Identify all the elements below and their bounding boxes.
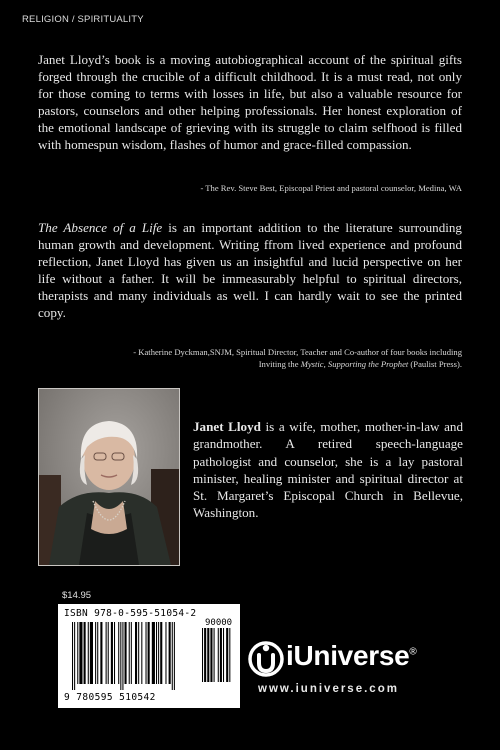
barcode-bar bbox=[125, 622, 127, 684]
barcode-bar bbox=[74, 622, 75, 690]
addon-number: 90000 bbox=[205, 618, 233, 628]
author-portrait-image bbox=[39, 389, 179, 565]
barcode-bar bbox=[77, 622, 78, 684]
barcode-bar bbox=[148, 622, 150, 684]
barcode-bar bbox=[202, 628, 203, 682]
author-name: Janet Lloyd bbox=[193, 419, 261, 434]
author-bio-text: is a wife, mother, mother-in-law and grandmother. A retired speech-language pathologist and counselor, she is a lay pastoral minister, healing minister and spiritual director at St. Margaret’s Episcopal Church in Bellevue, Washington. bbox=[193, 419, 463, 521]
barcode-bar bbox=[120, 622, 121, 690]
barcode-bar bbox=[100, 622, 102, 684]
publisher-name: iUniverse® bbox=[286, 640, 417, 671]
price-label: $14.95 bbox=[62, 590, 92, 601]
publisher-logo bbox=[248, 637, 488, 685]
barcode-bar bbox=[214, 628, 215, 682]
barcode-bar bbox=[122, 622, 123, 690]
barcode-bar bbox=[210, 628, 212, 682]
barcode-bar bbox=[204, 628, 206, 682]
barcode-bar bbox=[223, 628, 224, 682]
review-blurb-2 bbox=[38, 220, 462, 321]
barcode-bar bbox=[158, 622, 159, 684]
barcode-bar bbox=[141, 622, 142, 684]
barcode-bar bbox=[226, 628, 228, 682]
addon-barcode-bars bbox=[202, 628, 234, 690]
barcode-bar bbox=[90, 622, 93, 684]
barcode-bar bbox=[111, 622, 113, 684]
barcode-bar bbox=[79, 622, 82, 684]
isbn-number: ISBN 978-0-595-51054-2 bbox=[64, 608, 197, 619]
review-2-text: is an important addition to the literature surrounding human growth and development. Writing ffrom lived experience and profound reflection, Janet Lloyd has given us an insightful and lucid perspective on her life without a father. It will be immeasurably helpful to spiritual directors, therapists and many individuals as well. I can hardly wait to see the printed copy. bbox=[38, 220, 462, 320]
review-2-attribution-line1: - Katherine Dyckman,SNJM, Spiritual Director, Teacher and Co-author of four books including bbox=[133, 347, 462, 357]
barcode-bar bbox=[207, 628, 209, 682]
barcode-bar bbox=[118, 622, 119, 684]
ean-barcode-bars bbox=[72, 622, 196, 690]
barcode-bar bbox=[138, 622, 139, 684]
author-bio bbox=[193, 418, 463, 522]
barcode-bar bbox=[135, 622, 137, 684]
barcode-bar bbox=[218, 628, 219, 682]
barcode-bar bbox=[97, 622, 98, 684]
review-2-attribution-line2: Inviting the Mystic, Supporting the Prophet (Paulist Press). bbox=[258, 359, 462, 369]
author-photo bbox=[38, 388, 180, 566]
review-blurb-1 bbox=[38, 52, 462, 153]
review-1-attribution: - The Rev. Steve Best, Episcopal Priest and pastoral counselor, Medina, WA bbox=[200, 183, 462, 193]
barcode-bar bbox=[220, 628, 222, 682]
iuniverse-logo-icon bbox=[248, 637, 284, 681]
barcode-bar bbox=[95, 622, 96, 684]
barcode-bar bbox=[169, 622, 171, 684]
review-1-text: Janet Lloyd’s book is a moving autobiographical account of the spiritual gifts forged through the crucible of a difficult childhood. It is a must read, not only for those coming to terms with losses in life, but also a valuable resource for pastors, counselors and other helping professionals. Her honest exploration of the emotional landscape of grieving with its struggle to claim selfhood is filled with homespun wisdom, flashes of humor and grace-filled compassion. bbox=[38, 52, 462, 152]
barcode-bar bbox=[156, 622, 157, 684]
barcode-bar bbox=[129, 622, 130, 684]
review-2-attribution bbox=[32, 346, 462, 370]
barcode-bar bbox=[165, 622, 166, 684]
barcode-bar bbox=[88, 622, 89, 684]
barcode-bar bbox=[131, 622, 132, 684]
barcode-bar bbox=[146, 622, 147, 684]
barcode-bar bbox=[172, 622, 173, 690]
barcode-bar bbox=[114, 622, 115, 684]
publisher-url: www.iuniverse.com bbox=[258, 683, 399, 695]
barcode-bar bbox=[229, 628, 230, 682]
barcode-bar bbox=[84, 622, 86, 684]
book-title-italic: The Absence of a Life bbox=[38, 220, 163, 235]
barcode-bar bbox=[174, 622, 175, 690]
barcode-bar bbox=[106, 622, 107, 684]
isbn-barcode bbox=[58, 604, 240, 708]
barcode-bar bbox=[72, 622, 73, 690]
barcode-bar bbox=[152, 622, 155, 684]
barcode-bar bbox=[160, 622, 162, 684]
category-label: RELIGION / SPIRITUALITY bbox=[22, 14, 144, 25]
ean-number: 9 780595 510542 bbox=[64, 692, 156, 703]
barcode-bar bbox=[108, 622, 109, 684]
